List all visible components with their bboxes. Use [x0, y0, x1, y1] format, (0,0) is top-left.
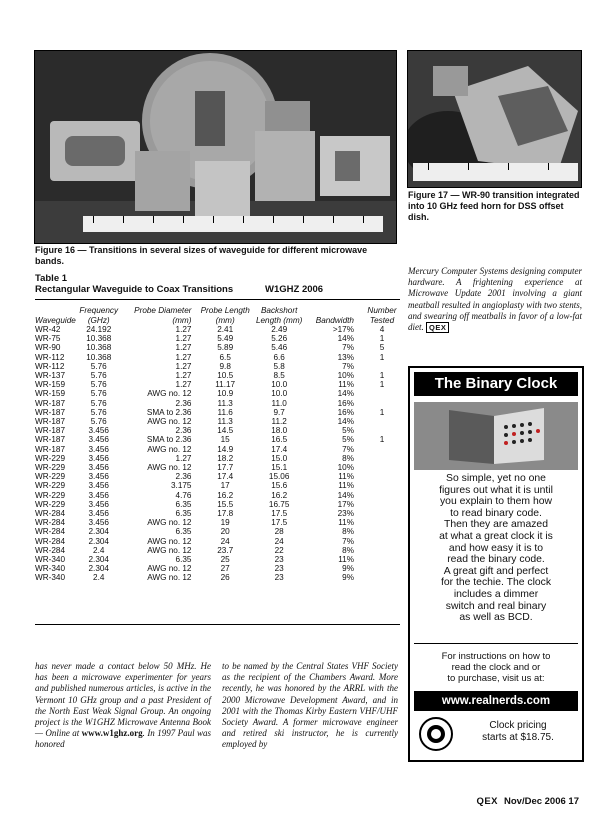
cell-frequency: 5.76: [90, 371, 107, 381]
cell-probe-length: 17.7: [217, 463, 234, 473]
cell-frequency: 24.192: [86, 325, 112, 334]
cell-frequency: 3.456: [88, 472, 109, 482]
cell-number-tested: [364, 500, 400, 509]
figure-17-photo: [407, 50, 582, 188]
cell-number-tested: [364, 399, 400, 408]
ad-description-line: figures out what it is until: [439, 484, 553, 496]
cell-waveguide: WR-340: [35, 555, 66, 565]
cell-backshort-length: 16.5: [271, 435, 288, 445]
ad-description-line: includes a dimmer: [453, 588, 539, 600]
cell-waveguide: WR-159: [35, 389, 66, 399]
ad-title: The Binary Clock: [414, 372, 578, 396]
ad-description-line: switch and real binary: [445, 600, 547, 612]
cell-frequency: 3.456: [88, 426, 109, 436]
cell-probe-diameter: AWG no. 12: [147, 573, 192, 583]
col-header-backshort-length: Backshort Length (mm): [255, 306, 303, 325]
cell-bandwidth: 11%: [338, 472, 354, 482]
cell-number-tested: 4: [379, 325, 385, 334]
table-row: [35, 325, 400, 334]
body-text-1b: . In 1997 Paul was honored: [35, 728, 211, 750]
cell-backshort-length: 15.0: [271, 453, 288, 463]
cell-frequency: 3.456: [88, 463, 109, 473]
cell-frequency: 2.304: [88, 536, 109, 546]
cell-number-tested: [364, 445, 400, 454]
cell-bandwidth: 23%: [337, 509, 354, 519]
figure-16-photo: [34, 50, 397, 244]
cell-probe-diameter: 3.175: [170, 481, 192, 491]
col-header-frequency: Frequency (GHz): [79, 306, 119, 325]
cell-probe-diameter: 6.35: [175, 555, 192, 565]
cell-probe-diameter: 1.27: [175, 453, 192, 463]
cell-waveguide: WR-187: [35, 444, 66, 454]
cell-bandwidth: 13%: [337, 352, 354, 362]
cell-backshort-length: 24: [274, 536, 284, 546]
cell-waveguide: WR-284: [35, 545, 66, 555]
table-row: [35, 573, 400, 582]
page-footer: [476, 796, 579, 807]
table-row: [35, 353, 400, 362]
cell-probe-length: 9.8: [219, 361, 231, 371]
cell-backshort-length: 15.1: [271, 463, 288, 473]
cell-frequency: 10.368: [86, 352, 112, 362]
cell-frequency: 2.4: [93, 545, 105, 555]
cell-probe-diameter: AWG no. 12: [147, 417, 192, 427]
table-row: [35, 343, 400, 352]
cell-probe-diameter: 6.35: [175, 527, 192, 537]
binary-clock-ad: [408, 366, 584, 762]
cell-bandwidth: 16%: [337, 398, 354, 408]
ad-description-line: A great gift and perfect: [443, 565, 549, 577]
body-text-column-3: [408, 266, 582, 333]
ad-description-line: So simple, yet no one: [446, 473, 546, 484]
cell-probe-length: 6.5: [219, 352, 231, 362]
ad-description-line: read the binary code.: [447, 554, 545, 566]
cell-probe-length: 11.6: [217, 407, 233, 417]
table-row: [35, 417, 400, 426]
ad-instruction-line: read the clock and or: [451, 662, 541, 673]
cell-frequency: 2.4: [93, 573, 105, 583]
cell-backshort-length: 17.5: [271, 509, 288, 519]
ad-description-line: and how easy it is to: [448, 542, 544, 554]
cell-bandwidth: 8%: [342, 527, 354, 537]
cell-frequency: 3.456: [88, 518, 109, 528]
body-text-3: Mercury Computer Systems designing computer hardware. A frightening experience at Microwave Update 2001 involving a giant meatball resulted in angioplasty with two stents, and swearing off meatballs in favor of a low-fat diet.: [408, 266, 582, 333]
cell-waveguide: WR-137: [35, 371, 66, 381]
cell-bandwidth: 10%: [337, 371, 354, 381]
cell-waveguide: WR-159: [35, 380, 66, 390]
cell-backshort-length: 16.2: [271, 490, 288, 500]
cell-number-tested: [364, 463, 400, 472]
cell-probe-diameter: 2.36: [175, 398, 192, 408]
cell-number-tested: 1: [379, 352, 385, 362]
cell-waveguide: WR-42: [35, 325, 61, 334]
cell-bandwidth: 5%: [342, 435, 354, 445]
cell-bandwidth: 14%: [337, 417, 354, 427]
cell-probe-diameter: 6.35: [175, 509, 192, 519]
cell-waveguide: WR-340: [35, 573, 66, 583]
cell-probe-diameter: 4.76: [175, 490, 192, 500]
col-header-probe-length: Probe Length (mm): [200, 306, 250, 325]
table-row: [35, 537, 400, 546]
ad-price-line: starts at $18.75.: [482, 732, 554, 743]
cell-probe-diameter: 2.36: [175, 472, 192, 482]
cell-waveguide: WR-187: [35, 426, 66, 436]
table-row: [35, 527, 400, 536]
ad-description-line: for the techie. The clock: [440, 577, 552, 589]
cell-number-tested: [364, 362, 400, 371]
cell-waveguide: WR-229: [35, 481, 66, 491]
ad-description-line: Then they are amazed: [444, 519, 548, 531]
cell-probe-diameter: AWG no. 12: [147, 564, 192, 574]
table-row: [35, 399, 400, 408]
cell-backshort-length: 8.5: [273, 371, 285, 381]
cell-bandwidth: 7%: [342, 343, 354, 353]
cell-waveguide: WR-112: [35, 361, 65, 371]
cell-frequency: 5.76: [90, 417, 107, 427]
table-author-year: W1GHZ 2006: [265, 284, 324, 295]
binary-clock-image: [414, 402, 578, 470]
cell-number-tested: 1: [379, 380, 385, 390]
cell-number-tested: 1: [379, 407, 385, 417]
body-text-column-2: to be named by the Central States VHF Society as the recipient of the Chambers Award. More recently, he was honored by the ARRL with the 2000 Microwave Development Award, and in 2001 with the Thomas Kirby Eastern VHF/UHF Society Award. A former microwave engineer and retired ski instructor, he is currently employed by: [222, 661, 398, 750]
cell-bandwidth: 8%: [342, 453, 354, 463]
table-row: [35, 362, 400, 371]
cell-probe-length: 15: [220, 435, 230, 445]
cell-backshort-length: 28: [274, 527, 284, 537]
cell-frequency: 3.456: [88, 435, 109, 445]
cell-bandwidth: 14%: [337, 334, 354, 344]
cell-probe-length: 16.2: [217, 490, 234, 500]
cell-number-tested: [364, 573, 400, 582]
cell-probe-diameter: 6.35: [175, 499, 192, 509]
ad-description-line: you explain to them how: [439, 496, 553, 508]
cell-bandwidth: 17%: [337, 499, 354, 509]
table-row: [35, 454, 400, 463]
cell-number-tested: [364, 491, 400, 500]
cell-frequency: 2.304: [88, 564, 109, 574]
ad-description-line: to read binary code.: [450, 507, 542, 519]
cell-number-tested: [364, 481, 400, 490]
cell-backshort-length: 5.46: [271, 343, 288, 353]
cell-frequency: 2.304: [88, 527, 109, 537]
cell-waveguide: WR-187: [35, 407, 66, 417]
cell-probe-length: 27: [220, 564, 230, 574]
cell-bandwidth: 11%: [338, 555, 354, 565]
cell-probe-diameter: AWG no. 12: [147, 536, 192, 546]
cell-waveguide: WR-229: [35, 453, 66, 463]
cell-probe-diameter: 1.27: [175, 371, 192, 381]
cell-probe-length: 17.8: [217, 509, 234, 519]
cell-backshort-length: 18.0: [271, 426, 288, 436]
footer-issue-page: Nov/Dec 2006 17: [504, 796, 579, 807]
cell-waveguide: WR-229: [35, 499, 66, 509]
figure-17-caption: Figure 17 — WR-90 transition integrated into 10 GHz feed horn for DSS offset dish.: [408, 190, 580, 222]
cell-waveguide: WR-284: [35, 536, 66, 546]
footer-magazine-logo: QEX: [476, 796, 498, 807]
cell-frequency: 3.456: [88, 499, 109, 509]
cell-probe-length: 14.9: [217, 444, 234, 454]
cell-frequency: 5.76: [90, 380, 107, 390]
cell-bandwidth: 7%: [342, 361, 354, 371]
cell-number-tested: 5: [379, 343, 385, 353]
cell-frequency: 3.456: [88, 453, 109, 463]
table-row: [35, 564, 400, 573]
cell-backshort-length: 17.5: [271, 518, 288, 528]
ad-description-line: as well as BCD.: [459, 612, 533, 624]
table-row: [35, 555, 400, 564]
cell-probe-length: 17: [220, 481, 230, 491]
cell-number-tested: 1: [379, 435, 385, 445]
cell-bandwidth: 16%: [337, 407, 354, 417]
cell-backshort-length: 23: [274, 555, 284, 565]
cell-bandwidth: >17%: [332, 325, 354, 334]
realnerds-logo-icon: [418, 716, 454, 752]
cell-waveguide: WR-284: [35, 518, 66, 528]
ad-description-line: at what a great clock it is: [439, 530, 553, 542]
cell-backshort-length: 15.6: [271, 481, 288, 491]
cell-probe-diameter: 1.27: [175, 343, 192, 353]
cell-waveguide: WR-75: [35, 334, 61, 344]
cell-probe-length: 26: [220, 573, 230, 583]
cell-bandwidth: 10%: [337, 463, 354, 473]
cell-backshort-length: 16.75: [268, 499, 290, 509]
cell-probe-diameter: 1.27: [175, 352, 192, 362]
table-header-row: [35, 306, 400, 325]
cell-probe-diameter: 1.27: [175, 325, 192, 334]
cell-backshort-length: 17.4: [271, 444, 288, 454]
cell-probe-diameter: 1.27: [175, 361, 192, 371]
cell-bandwidth: 9%: [342, 573, 354, 583]
table-title: Rectangular Waveguide to Coax Transitions: [35, 284, 234, 295]
cell-probe-diameter: 2.36: [175, 426, 192, 436]
cell-probe-length: 25: [220, 555, 230, 565]
cell-frequency: 10.368: [86, 343, 112, 353]
cell-probe-length: 5.49: [217, 334, 234, 344]
col-header-number-tested: Number Tested: [367, 306, 397, 325]
cell-bandwidth: 7%: [342, 536, 354, 546]
cell-probe-length: 14.5: [217, 426, 234, 436]
cell-waveguide: WR-229: [35, 490, 66, 500]
cell-backshort-length: 15.06: [268, 472, 290, 482]
cell-backshort-length: 10.0: [271, 380, 288, 390]
cell-bandwidth: 14%: [337, 490, 354, 500]
table-label: Table 1: [35, 273, 68, 284]
cell-probe-length: 5.89: [217, 343, 234, 353]
cell-number-tested: [364, 546, 400, 555]
cell-probe-length: 17.4: [217, 472, 234, 482]
cell-probe-diameter: 1.27: [175, 334, 192, 344]
cell-number-tested: [364, 389, 400, 398]
cell-frequency: 2.304: [88, 555, 109, 565]
cell-bandwidth: 11%: [338, 380, 354, 390]
cell-bandwidth: 11%: [338, 481, 354, 491]
cell-backshort-length: 5.26: [271, 334, 288, 344]
cell-probe-diameter: SMA to 2.36: [146, 435, 192, 445]
table-row: [35, 426, 400, 435]
cell-probe-diameter: AWG no. 12: [147, 545, 192, 555]
cell-backshort-length: 11.0: [271, 398, 287, 408]
table-row: [35, 472, 400, 481]
table-row: [35, 389, 400, 398]
waveguide-table: [35, 306, 400, 583]
cell-waveguide: WR-187: [35, 417, 66, 427]
table-row: [35, 445, 400, 454]
col-header-waveguide: Waveguide: [35, 315, 76, 325]
table-row: [35, 380, 400, 389]
cell-probe-diameter: AWG no. 12: [147, 518, 192, 528]
cell-bandwidth: 11%: [338, 518, 354, 528]
cell-number-tested: [364, 472, 400, 481]
cell-waveguide: WR-284: [35, 527, 66, 537]
cell-bandwidth: 14%: [337, 389, 354, 399]
ad-divider: [414, 643, 578, 644]
table-row: [35, 408, 400, 417]
cell-number-tested: [364, 426, 400, 435]
website-link[interactable]: www.w1ghz.org: [81, 728, 143, 739]
cell-number-tested: [364, 564, 400, 573]
cell-backshort-length: 6.6: [273, 352, 285, 362]
table-row: [35, 334, 400, 343]
cell-number-tested: [364, 527, 400, 536]
cell-probe-length: 11.17: [215, 380, 236, 390]
cell-backshort-length: 2.49: [271, 325, 288, 334]
cell-number-tested: [364, 509, 400, 518]
cell-frequency: 5.76: [90, 389, 107, 399]
cell-frequency: 3.456: [88, 481, 109, 491]
table-top-rule: [35, 299, 400, 300]
cell-backshort-length: 23: [274, 564, 284, 574]
cell-frequency: 5.76: [90, 407, 107, 417]
cell-bandwidth: 5%: [342, 426, 354, 436]
figure-16-caption: Figure 16 — Transitions in several sizes of waveguide for different microwave bands.: [35, 245, 368, 266]
cell-probe-length: 24: [220, 536, 230, 546]
table-row: [35, 481, 400, 490]
cell-probe-length: 23.7: [217, 545, 234, 555]
table-bottom-rule: [35, 624, 400, 625]
cell-probe-length: 15.5: [217, 499, 234, 509]
body-text-column-1: [35, 661, 211, 751]
cell-frequency: 3.456: [88, 444, 109, 454]
cell-probe-diameter: AWG no. 12: [147, 444, 192, 454]
ad-instruction-line: For instructions on how to: [441, 651, 551, 662]
ad-price-line: Clock pricing: [489, 720, 547, 731]
table-row: [35, 491, 400, 500]
table-row: [35, 500, 400, 509]
cell-bandwidth: 7%: [342, 444, 354, 454]
cell-number-tested: 1: [379, 334, 385, 344]
cell-number-tested: [364, 555, 400, 564]
cell-frequency: 5.76: [90, 361, 107, 371]
qex-end-mark-icon: QEX: [426, 322, 449, 333]
cell-probe-length: 10.5: [217, 371, 234, 381]
col-header-bandwidth: Bandwidth: [315, 315, 354, 325]
cell-waveguide: WR-229: [35, 463, 66, 473]
cell-probe-length: 11.3: [217, 417, 233, 427]
table-row: [35, 435, 400, 444]
cell-frequency: 3.456: [88, 509, 109, 519]
table-body: [35, 325, 400, 583]
cell-backshort-length: 9.7: [273, 407, 285, 417]
table-title-block: [35, 273, 400, 295]
cell-waveguide: WR-229: [35, 472, 66, 482]
cell-number-tested: [364, 537, 400, 546]
cell-bandwidth: 9%: [342, 564, 354, 574]
table-row: [35, 509, 400, 518]
cell-number-tested: [364, 417, 400, 426]
cell-probe-length: 10.9: [217, 389, 234, 399]
cell-probe-length: 19: [220, 518, 230, 528]
cell-waveguide: WR-90: [35, 343, 61, 353]
cell-backshort-length: 10.0: [271, 389, 288, 399]
cell-probe-length: 11.3: [217, 398, 233, 408]
cell-backshort-length: 11.2: [271, 417, 287, 427]
table-row: [35, 518, 400, 527]
cell-probe-diameter: SMA to 2.36: [146, 407, 192, 417]
cell-backshort-length: 23: [274, 573, 284, 583]
table-row: [35, 546, 400, 555]
ad-instructions: [415, 651, 577, 684]
cell-number-tested: [364, 518, 400, 527]
cell-probe-diameter: 1.27: [175, 380, 192, 390]
ad-website-link[interactable]: www.realnerds.com: [414, 691, 578, 711]
cell-probe-diameter: AWG no. 12: [147, 463, 192, 473]
cell-probe-length: 18.2: [217, 453, 234, 463]
cell-waveguide: WR-340: [35, 564, 66, 574]
cell-probe-length: 20: [220, 527, 230, 537]
table-row: [35, 463, 400, 472]
cell-frequency: 10.368: [86, 334, 112, 344]
ad-pricing: [458, 720, 578, 744]
ad-instruction-line: to purchase, visit us at:: [447, 673, 545, 684]
cell-frequency: 3.456: [88, 490, 109, 500]
cell-waveguide: WR-187: [35, 435, 66, 445]
cell-probe-length: 2.41: [217, 325, 234, 334]
table-row: [35, 371, 400, 380]
cell-backshort-length: 5.8: [273, 361, 285, 371]
cell-frequency: 5.76: [90, 398, 107, 408]
cell-number-tested: [364, 454, 400, 463]
cell-number-tested: 1: [379, 371, 385, 381]
cell-waveguide: WR-112: [35, 352, 65, 362]
cell-bandwidth: 8%: [342, 545, 354, 555]
cell-waveguide: WR-187: [35, 398, 66, 408]
ad-description: [415, 473, 577, 624]
body-text-1a: has never made a contact below 50 MHz. He has been a microwave experimenter for years and published numerous articles, is active in the Vermont 10 GHz group and a past President of the North East Weak Signal Group. An ongoing project is the W1GHZ Microwave Antenna Book — Online at: [35, 661, 211, 739]
col-header-probe-diameter: Probe Diameter (mm): [134, 306, 192, 325]
cell-waveguide: WR-284: [35, 509, 66, 519]
cell-backshort-length: 22: [274, 545, 284, 555]
cell-probe-diameter: AWG no. 12: [147, 389, 192, 399]
